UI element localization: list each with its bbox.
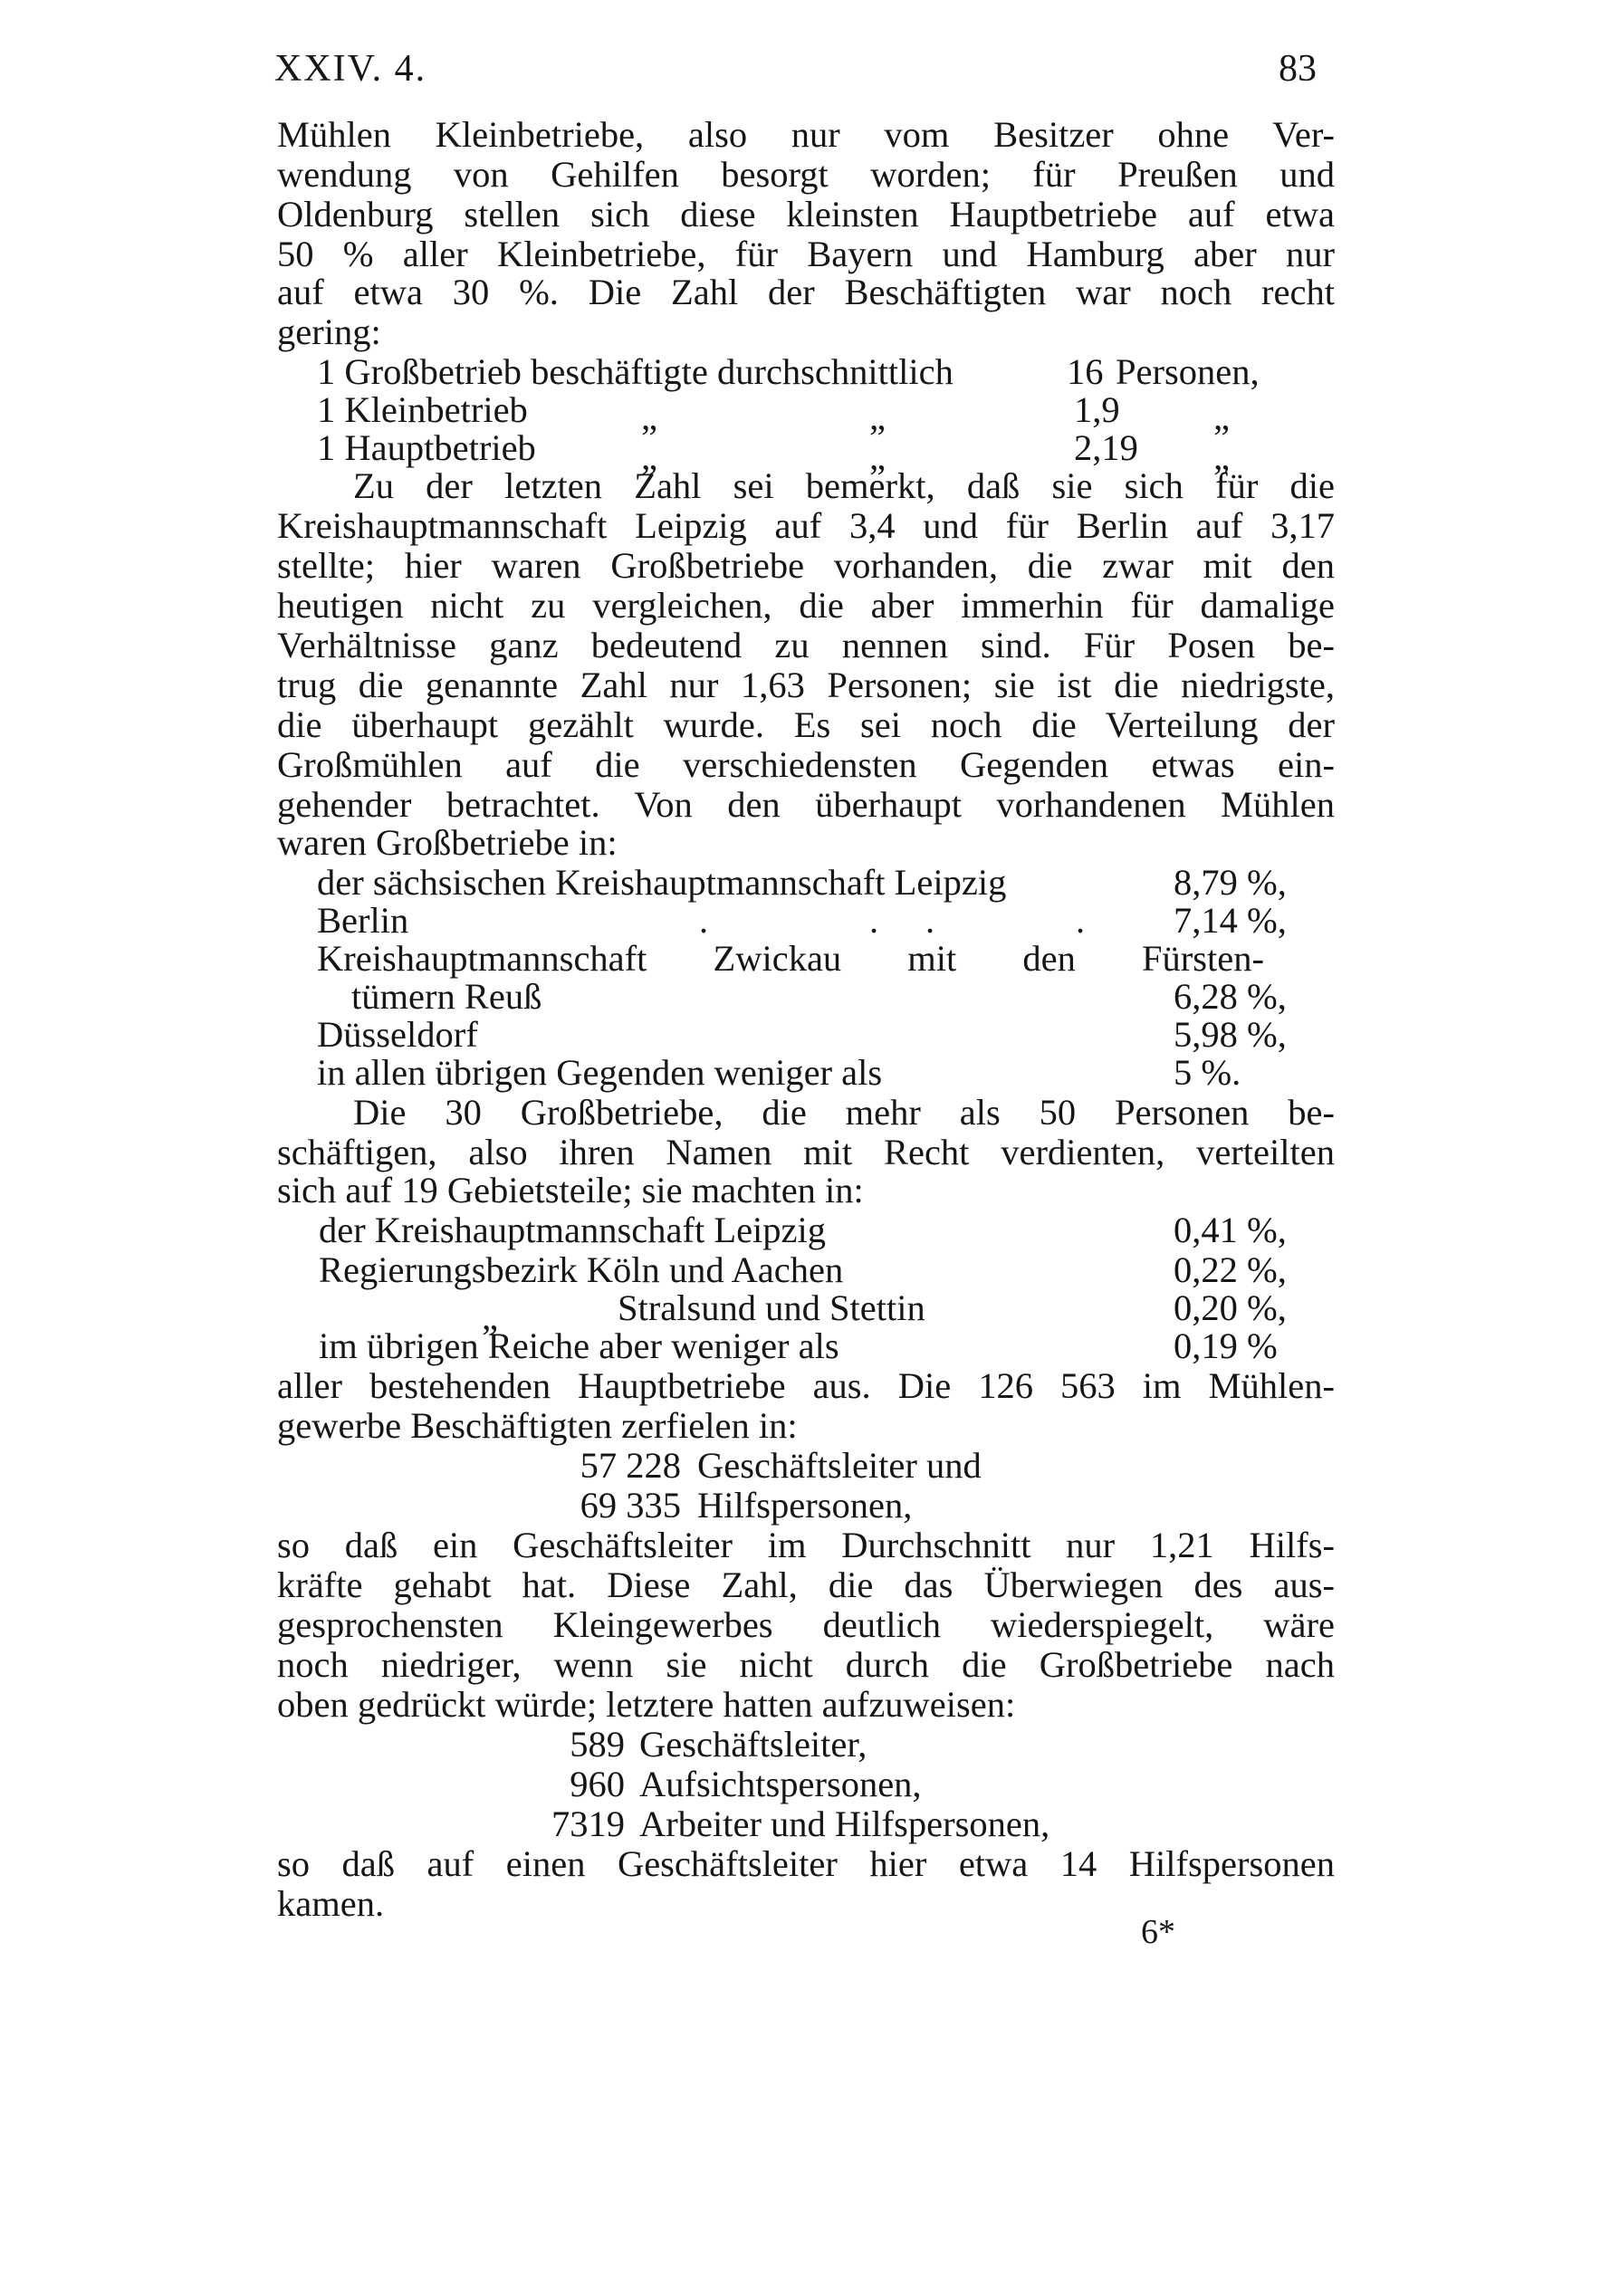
page-number: 83 <box>1279 48 1317 90</box>
paragraph-line: kamen. <box>277 1883 385 1924</box>
avg-row-unit: Personen, <box>1116 351 1260 392</box>
workers-value: 69 335 <box>580 1485 681 1526</box>
paragraph-line: Verhältnisse ganz bedeutend zu nennen sind. Für Posen be- <box>277 625 1335 665</box>
region-row-value: 5 %. <box>1174 1052 1241 1093</box>
paragraph-line: gesprochensten Kleingewerbes deutlich wiederspiegelt, wäre <box>277 1604 1335 1645</box>
paragraph-line: gewerbe Beschäftigten zerfielen in: <box>277 1405 798 1446</box>
region-row-label: in allen übrigen Gegenden weniger als <box>317 1052 883 1093</box>
paragraph-line: Großmühlen auf die verschiedensten Gegenden etwas ein- <box>277 744 1335 785</box>
paragraph-line: gehender betrachtet. Von den überhaupt vorhandenen Mühlen <box>277 784 1335 825</box>
paragraph-line: Mühlen Kleinbetriebe, also nur vom Besitzer ohne Ver- <box>277 114 1335 155</box>
ditto-mark: „ <box>641 397 657 437</box>
large-row-label: Stralsund und Stettin <box>618 1287 925 1328</box>
region-row-value: 5,98 %, <box>1174 1014 1287 1055</box>
ditto-mark: „ <box>869 397 886 437</box>
region-row-label: Kreishauptmannschaft Zwickau mit den Fürsten- <box>317 938 1264 979</box>
paragraph-line: kräfte gehabt hat. Diese Zahl, die das Überwiegen des aus- <box>277 1564 1335 1605</box>
paragraph-line: stellte; hier waren Großbetriebe vorhanden, die zwar mit den <box>277 545 1335 586</box>
ditto-mark: „ <box>1213 397 1230 437</box>
avg-row-label: 1 Hauptbetrieb <box>317 427 536 468</box>
paragraph-line: gering: <box>277 311 381 352</box>
large-row-label: im übrigen Reiche aber weniger als <box>319 1325 839 1366</box>
paragraph-line: die überhaupt gezählt wurde. Es sei noch die Verteilung der <box>277 704 1335 745</box>
staff-label: Aufsichtspersonen, <box>639 1764 922 1804</box>
printer-signature: 6* <box>1141 1913 1175 1951</box>
paragraph-line: noch niedriger, wenn sie nicht durch die Großbetriebe nach <box>277 1644 1335 1685</box>
ditto-mark: „ <box>482 1296 498 1337</box>
paragraph-line: waren Großbetriebe in: <box>277 822 618 863</box>
ditto-mark: „ <box>641 436 657 477</box>
staff-value: 589 <box>570 1724 625 1765</box>
avg-row-label: 1 Kleinbetrieb <box>317 389 528 430</box>
large-row-value: 0,41 %, <box>1174 1210 1287 1250</box>
paragraph-line: heutigen nicht zu vergleichen, die aber immerhin für damalige <box>277 585 1335 626</box>
avg-row-value: 16 <box>1067 351 1104 392</box>
large-row-label: Regierungsbezirk Köln und Aachen <box>319 1249 844 1290</box>
paragraph-line: Zu der letzten Zahl sei bemerkt, daß sie sich für die <box>353 465 1335 506</box>
workers-label: Hilfspersonen, <box>697 1485 913 1526</box>
leader-dots: . <box>869 900 879 941</box>
staff-value: 7319 <box>551 1803 625 1844</box>
paragraph-line: trug die genannte Zahl nur 1,63 Personen; sie ist die niedrigste, <box>277 665 1335 705</box>
paragraph-line: so daß auf einen Geschäftsleiter hier etwa 14 Hilfspersonen <box>277 1843 1335 1884</box>
paragraph-line: Kreishauptmannschaft Leipzig auf 3,4 und für Berlin auf 3,17 <box>277 505 1335 546</box>
region-row-label: der sächsischen Kreishauptmannschaft Leipzig <box>317 862 1007 903</box>
avg-row-value: 1,9 <box>1074 389 1120 430</box>
paragraph-line: aller bestehenden Hauptbetriebe aus. Die 126 563 im Mühlen- <box>277 1365 1335 1406</box>
region-row-value: 8,79 %, <box>1174 862 1287 903</box>
paragraph-line: oben gedrückt würde; letztere hatten aufzuweisen: <box>277 1684 1016 1725</box>
paragraph-line: Die 30 Großbetriebe, die mehr als 50 Personen be- <box>353 1092 1335 1133</box>
paragraph-line: so daß ein Geschäftsleiter im Durchschnitt nur 1,21 Hilfs- <box>277 1525 1335 1565</box>
region-row-value: 7,14 %, <box>1174 900 1287 941</box>
leader-dots: . <box>1076 900 1086 941</box>
workers-label: Geschäftsleiter und <box>697 1445 982 1486</box>
region-row-value: 6,28 %, <box>1174 976 1287 1017</box>
running-header-section: XXIV. 4. <box>274 48 427 90</box>
region-row-label: Düsseldorf <box>317 1014 478 1055</box>
large-row-value: 0,20 %, <box>1174 1287 1287 1328</box>
paragraph-line: sich auf 19 Gebietsteile; sie machten in: <box>277 1170 864 1210</box>
ditto-mark: „ <box>1213 436 1230 477</box>
paragraph-line: 50 % aller Kleinbetriebe, für Bayern und Hamburg aber nur <box>277 234 1335 274</box>
paragraph-line: Oldenburg stellen sich diese kleinsten Hauptbetriebe auf etwa <box>277 194 1335 234</box>
avg-row-label: 1 Großbetrieb beschäftigte durchschnittlich <box>317 351 954 392</box>
leader-dots: . <box>699 900 709 941</box>
paragraph-line: auf etwa 30 %. Die Zahl der Beschäftigten war noch recht <box>277 272 1335 312</box>
workers-value: 57 228 <box>580 1445 681 1486</box>
large-row-label: der Kreishauptmannschaft Leipzig <box>319 1210 827 1250</box>
region-row-label: Berlin <box>317 900 409 941</box>
ditto-mark: „ <box>869 436 886 477</box>
staff-label: Geschäftsleiter, <box>639 1724 867 1765</box>
large-row-value: 0,22 %, <box>1174 1249 1287 1290</box>
staff-label: Arbeiter und Hilfspersonen, <box>639 1803 1050 1844</box>
avg-row-value: 2,19 <box>1074 427 1138 468</box>
staff-value: 960 <box>570 1764 625 1804</box>
leader-dots: . <box>925 900 935 941</box>
region-row-label: tümern Reuß <box>351 976 542 1017</box>
paragraph-line: wendung von Gehilfen besorgt worden; für Preußen und <box>277 154 1335 195</box>
paragraph-line: schäftigen, also ihren Namen mit Recht verdienten, verteilten <box>277 1132 1335 1172</box>
large-row-value: 0,19 % <box>1174 1325 1278 1366</box>
